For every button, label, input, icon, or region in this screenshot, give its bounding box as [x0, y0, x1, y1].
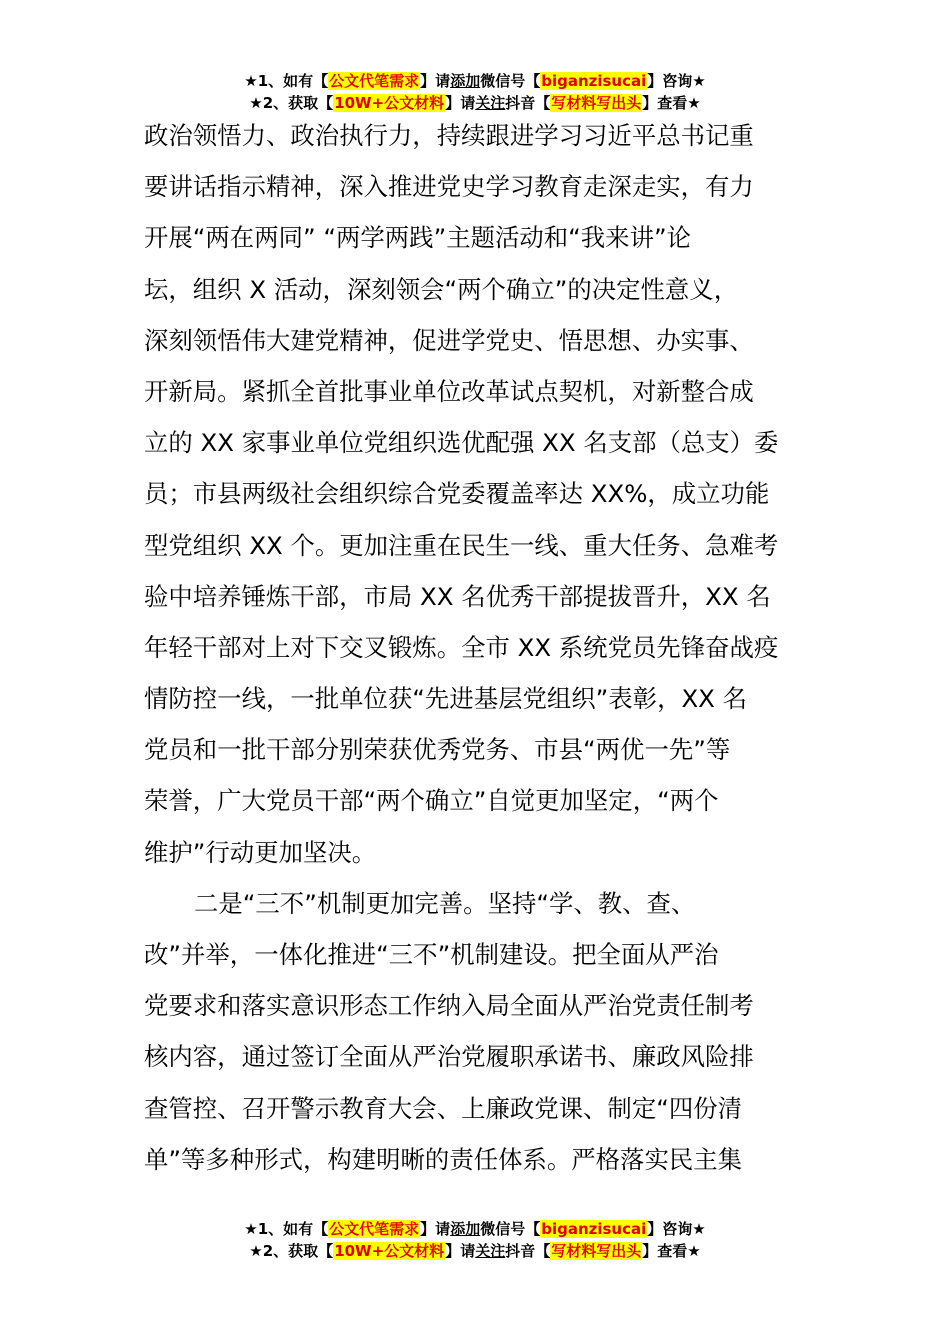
header-banner-line-1: ★1、如有【公文代笔需求】请添加微信号【biganzisucai】咨询★ — [244, 72, 706, 90]
body-line: 荣誉，广大党员干部“两个确立”自觉更加坚定，“两个 — [144, 786, 719, 816]
body-line: 开新局。紧抓全首批事业单位改革试点契机，对新整合成 — [144, 376, 754, 406]
header-banner-line-2: ★2、获取【10W+公文材料】请关注抖音【写材料写出头】查看★ — [249, 94, 701, 112]
service-highlight: 公文代笔需求 — [329, 72, 420, 90]
body-line: 核内容，通过签订全面从严治党履职承诺书、廉政风险排 — [144, 1042, 754, 1072]
body-line: 政治领悟力、政治执行力，持续跟进学习习近平总书记重 — [144, 121, 754, 150]
body-line: 深刻领悟伟大建党精神，促进学党史、悟思想、办实事、 — [144, 325, 754, 355]
materials-highlight: 10W+公文材料 — [334, 94, 445, 112]
body-line: 员；市县两级社会组织综合党委覆盖率达 XX%，成立功能 — [144, 479, 770, 509]
materials-highlight: 10W+公文材料 — [334, 1242, 445, 1260]
wechat-id-highlight: biganzisucai — [541, 72, 647, 90]
body-line: 验中培养锤炼干部，市局 XX 名优秀干部提拔晋升，XX 名 — [144, 581, 771, 611]
footer-banner-line-2: ★2、获取【10W+公文材料】请关注抖音【写材料写出头】查看★ — [249, 1242, 701, 1260]
body-line: 年轻干部对上对下交叉锻炼。全市 XX 系统党员先锋奋战疫 — [144, 632, 779, 662]
body-line: 改”并举，一体化推进“三不”机制建设。把全面从严治 — [144, 940, 719, 969]
body-line: 党员和一批干部分别荣获优秀党务、市县“两优一先”等 — [144, 735, 731, 765]
body-line: 立的 XX 家事业单位党组织选优配强 XX 名支部（总支）委 — [144, 428, 779, 458]
section-heading-line: 二是“三不”机制更加完善。坚持“学、教、查、 — [194, 888, 696, 918]
body-line: 维护”行动更加坚决。 — [144, 837, 377, 867]
body-line: 情防控一线，一批单位获“先进基层党组织”表彰，XX 名 — [144, 684, 748, 714]
body-line: 单”等多种形式，构建明晰的责任体系。严格落实民主集 — [144, 1144, 743, 1174]
douyin-account-highlight: 写材料写出头 — [551, 94, 642, 112]
body-line: 要讲话指示精神，深入推进党史学习教育走深走实，有力 — [144, 172, 754, 202]
body-line: 查管控、召开警示教育大会、上廉政党课、制定“四份清 — [144, 1093, 743, 1123]
footer-banner — [0, 1218, 950, 1262]
body-line: 坛，组织 X 活动，深刻领会“两个确立”的决定性意义， — [144, 274, 739, 304]
header-banner — [0, 70, 950, 114]
body-line: 党要求和落实意识形态工作纳入局全面从严治党责任制考 — [144, 991, 754, 1021]
douyin-account-highlight: 写材料写出头 — [551, 1242, 642, 1260]
document-body — [144, 110, 808, 1185]
service-highlight: 公文代笔需求 — [329, 1220, 420, 1238]
body-line: 型党组织 XX 个。更加注重在民生一线、重大任务、急难考 — [144, 530, 779, 560]
body-line: 开展“两在两同” “两学两践”主题活动和“我来讲”论 — [144, 223, 691, 253]
wechat-id-highlight: biganzisucai — [541, 1220, 647, 1238]
footer-banner-line-1: ★1、如有【公文代笔需求】请添加微信号【biganzisucai】咨询★ — [244, 1220, 706, 1238]
